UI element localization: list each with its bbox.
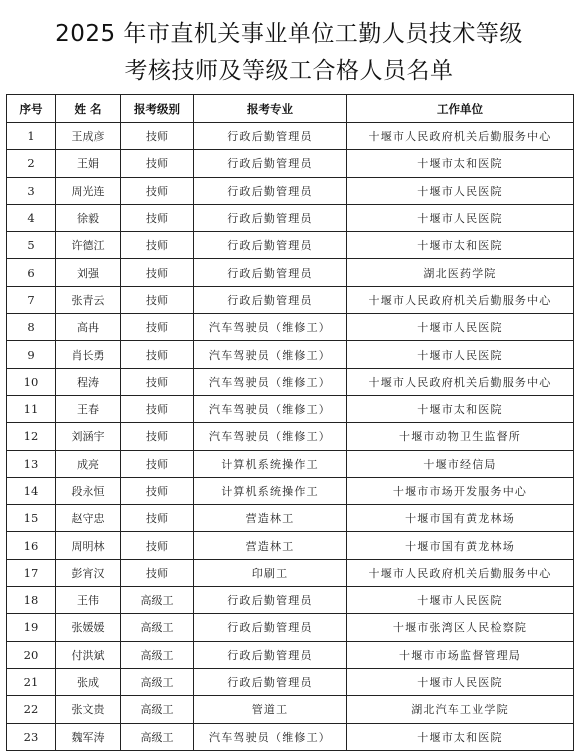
table-row [7, 532, 574, 559]
cell-exam-major: 计算机系统操作工 [194, 450, 347, 477]
cell-work-unit: 十堰市动物卫生监督所 [347, 423, 574, 450]
table-row [7, 450, 574, 477]
cell-serial-number: 5 [7, 232, 56, 259]
table-row [7, 696, 574, 723]
cell-serial-number: 7 [7, 286, 56, 313]
cell-name: 王娟 [56, 150, 121, 177]
header-work-unit: 工作单位 [347, 95, 574, 123]
cell-work-unit: 十堰市经信局 [347, 450, 574, 477]
cell-exam-major: 营造林工 [194, 532, 347, 559]
cell-name: 许德江 [56, 232, 121, 259]
cell-exam-major: 行政后勤管理员 [194, 177, 347, 204]
cell-name: 刘强 [56, 259, 121, 286]
cell-exam-major: 行政后勤管理员 [194, 204, 347, 231]
cell-name: 刘涵宇 [56, 423, 121, 450]
cell-exam-level: 高级工 [121, 696, 194, 723]
cell-work-unit: 湖北汽车工业学院 [347, 696, 574, 723]
cell-exam-level: 技师 [121, 477, 194, 504]
cell-exam-level: 技师 [121, 232, 194, 259]
cell-work-unit: 十堰市人民政府机关后勤服务中心 [347, 368, 574, 395]
cell-exam-level: 技师 [121, 123, 194, 150]
cell-exam-major: 行政后勤管理员 [194, 286, 347, 313]
cell-name: 赵守忠 [56, 505, 121, 532]
cell-serial-number: 16 [7, 532, 56, 559]
cell-exam-level: 技师 [121, 532, 194, 559]
cell-name: 张青云 [56, 286, 121, 313]
cell-serial-number: 9 [7, 341, 56, 368]
cell-name: 张媛媛 [56, 614, 121, 641]
cell-exam-major: 行政后勤管理员 [194, 150, 347, 177]
header-exam-level: 报考级别 [121, 95, 194, 123]
table-row [7, 559, 574, 586]
table-row [7, 587, 574, 614]
cell-work-unit: 十堰市市场监督管理局 [347, 641, 574, 668]
table-body [7, 123, 574, 751]
cell-name: 肖长勇 [56, 341, 121, 368]
cell-serial-number: 21 [7, 668, 56, 695]
cell-name: 周明林 [56, 532, 121, 559]
cell-name: 高冉 [56, 314, 121, 341]
cell-work-unit: 十堰市人民政府机关后勤服务中心 [347, 123, 574, 150]
cell-work-unit: 十堰市太和医院 [347, 723, 574, 750]
table-row [7, 177, 574, 204]
cell-work-unit: 十堰市人民政府机关后勤服务中心 [347, 559, 574, 586]
cell-serial-number: 20 [7, 641, 56, 668]
table-row [7, 204, 574, 231]
cell-work-unit: 十堰市人民医院 [347, 341, 574, 368]
table-row [7, 286, 574, 313]
table-header-row [7, 95, 574, 123]
header-name: 姓 名 [56, 95, 121, 123]
cell-exam-major: 汽车驾驶员（维修工） [194, 314, 347, 341]
document-title-line2: 考核技师及等级工合格人员名单 [124, 58, 454, 84]
cell-name: 周光连 [56, 177, 121, 204]
cell-name: 王伟 [56, 587, 121, 614]
cell-name: 张文贵 [56, 696, 121, 723]
cell-exam-level: 高级工 [121, 723, 194, 750]
header-serial-number: 序号 [7, 95, 56, 123]
cell-exam-major: 汽车驾驶员（维修工） [194, 368, 347, 395]
header-exam-major: 报考专业 [194, 95, 347, 123]
cell-serial-number: 18 [7, 587, 56, 614]
cell-exam-major: 行政后勤管理员 [194, 641, 347, 668]
cell-serial-number: 2 [7, 150, 56, 177]
cell-exam-level: 技师 [121, 395, 194, 422]
cell-exam-level: 高级工 [121, 641, 194, 668]
cell-exam-major: 计算机系统操作工 [194, 477, 347, 504]
cell-exam-level: 技师 [121, 559, 194, 586]
cell-name: 魏军涛 [56, 723, 121, 750]
cell-serial-number: 8 [7, 314, 56, 341]
cell-serial-number: 4 [7, 204, 56, 231]
cell-work-unit: 十堰市国有黄龙林场 [347, 532, 574, 559]
cell-serial-number: 11 [7, 395, 56, 422]
table-row [7, 368, 574, 395]
cell-name: 王成彦 [56, 123, 121, 150]
table-row [7, 259, 574, 286]
cell-exam-level: 技师 [121, 259, 194, 286]
cell-work-unit: 十堰市人民医院 [347, 204, 574, 231]
table-row [7, 395, 574, 422]
table-row [7, 505, 574, 532]
cell-work-unit: 十堰市人民医院 [347, 587, 574, 614]
cell-exam-level: 高级工 [121, 587, 194, 614]
cell-serial-number: 10 [7, 368, 56, 395]
cell-exam-level: 技师 [121, 286, 194, 313]
cell-serial-number: 19 [7, 614, 56, 641]
cell-work-unit: 十堰市太和医院 [347, 232, 574, 259]
cell-serial-number: 6 [7, 259, 56, 286]
cell-exam-major: 管道工 [194, 696, 347, 723]
table-row [7, 668, 574, 695]
cell-exam-major: 汽车驾驶员（维修工） [194, 341, 347, 368]
table-row [7, 150, 574, 177]
cell-serial-number: 22 [7, 696, 56, 723]
table-row [7, 423, 574, 450]
cell-exam-major: 行政后勤管理员 [194, 668, 347, 695]
cell-exam-major: 行政后勤管理员 [194, 587, 347, 614]
cell-exam-level: 技师 [121, 423, 194, 450]
cell-exam-level: 高级工 [121, 668, 194, 695]
cell-name: 付洪斌 [56, 641, 121, 668]
cell-exam-major: 行政后勤管理员 [194, 123, 347, 150]
cell-exam-major: 汽车驾驶员（维修工） [194, 423, 347, 450]
cell-work-unit: 十堰市太和医院 [347, 395, 574, 422]
cell-work-unit: 十堰市人民医院 [347, 314, 574, 341]
cell-name: 段永恒 [56, 477, 121, 504]
cell-exam-level: 技师 [121, 505, 194, 532]
cell-serial-number: 12 [7, 423, 56, 450]
cell-serial-number: 14 [7, 477, 56, 504]
cell-name: 彭宵汉 [56, 559, 121, 586]
cell-name: 程涛 [56, 368, 121, 395]
cell-exam-major: 营造林工 [194, 505, 347, 532]
cell-serial-number: 15 [7, 505, 56, 532]
table-row [7, 641, 574, 668]
cell-exam-level: 技师 [121, 177, 194, 204]
cell-name: 王春 [56, 395, 121, 422]
cell-exam-major: 汽车驾驶员（维修工） [194, 395, 347, 422]
cell-exam-level: 技师 [121, 341, 194, 368]
cell-exam-level: 技师 [121, 314, 194, 341]
cell-work-unit: 湖北医药学院 [347, 259, 574, 286]
cell-work-unit: 十堰市人民医院 [347, 177, 574, 204]
cell-serial-number: 23 [7, 723, 56, 750]
cell-name: 徐毅 [56, 204, 121, 231]
cell-work-unit: 十堰市太和医院 [347, 150, 574, 177]
table-row [7, 232, 574, 259]
cell-work-unit: 十堰市市场开发服务中心 [347, 477, 574, 504]
table-row [7, 341, 574, 368]
table-row [7, 614, 574, 641]
table-row [7, 477, 574, 504]
document-title-line1: 2025 年市直机关事业单位工勤人员技术等级 [55, 21, 523, 47]
cell-exam-major: 行政后勤管理员 [194, 259, 347, 286]
cell-exam-major: 行政后勤管理员 [194, 614, 347, 641]
cell-exam-level: 技师 [121, 450, 194, 477]
cell-work-unit: 十堰市人民医院 [347, 668, 574, 695]
cell-serial-number: 3 [7, 177, 56, 204]
cell-name: 张成 [56, 668, 121, 695]
cell-work-unit: 十堰市国有黄龙林场 [347, 505, 574, 532]
cell-exam-level: 技师 [121, 204, 194, 231]
cell-work-unit: 十堰市人民政府机关后勤服务中心 [347, 286, 574, 313]
qualified-personnel-table [6, 94, 574, 751]
table-row [7, 314, 574, 341]
cell-exam-major: 汽车驾驶员（维修工） [194, 723, 347, 750]
cell-serial-number: 17 [7, 559, 56, 586]
cell-work-unit: 十堰市张湾区人民检察院 [347, 614, 574, 641]
cell-serial-number: 13 [7, 450, 56, 477]
table-row [7, 123, 574, 150]
cell-exam-level: 高级工 [121, 614, 194, 641]
cell-exam-level: 技师 [121, 368, 194, 395]
cell-name: 成亮 [56, 450, 121, 477]
cell-exam-major: 行政后勤管理员 [194, 232, 347, 259]
table-row [7, 723, 574, 750]
cell-serial-number: 1 [7, 123, 56, 150]
cell-exam-level: 技师 [121, 150, 194, 177]
cell-exam-major: 印刷工 [194, 559, 347, 586]
